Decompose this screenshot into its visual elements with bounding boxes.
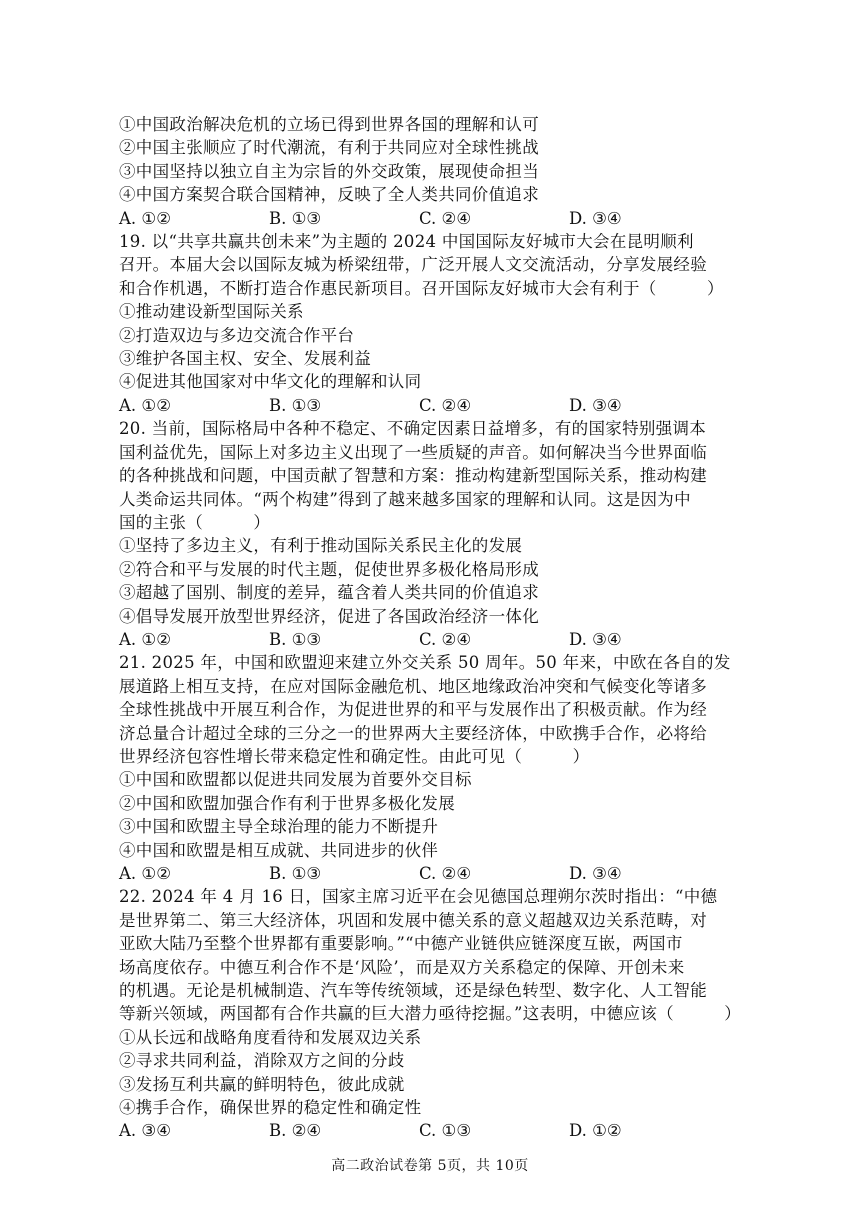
statement-item: ①坚持了多边主义，有利于推动国际关系民主化的发展 (119, 536, 523, 556)
statement-item: ②中国主张顺应了时代潮流，有利于共同应对全球性挑战 (119, 138, 539, 158)
question-stem-line: 和合作机遇，不断打造合作惠民新项目。召开国际友好城市大会有利于（ ） (119, 278, 724, 298)
page-footer: 高二政治试卷第 5页，共 10页 (331, 1158, 529, 1174)
option-c: C. ②④ (419, 395, 472, 415)
option-d: D. ③④ (569, 629, 622, 649)
statement-item: ④中国和欧盟是相互成就、共同进步的伙伴 (119, 840, 439, 860)
option-c: C. ②④ (419, 864, 472, 883)
statement-item: ①从长远和战略角度看待和发展双边关系 (119, 1027, 422, 1047)
question-stem-line: 场高度依存。中德互利合作不是‘风险’，而是双方关系稳定的保障、开创未来 (119, 957, 685, 977)
question-stem-line: 的机遇。无论是机械制造、汽车等传统领域，还是绿色转型、数字化、人工智能 (119, 981, 707, 1001)
statement-item: ④携手合作，确保世界的稳定性和确定性 (119, 1098, 422, 1118)
answer-options (119, 862, 756, 885)
option-c: C. ②④ (419, 208, 472, 228)
question-stem-line: 亚欧大陆乃至整个世界都有重要影响。”“中德产业链供应链深度互嵌，两国市 (119, 934, 683, 954)
statement-item: ②寻求共同利益，消除双方之间的分歧 (119, 1051, 405, 1071)
option-b: B. ②④ (269, 1121, 322, 1141)
statement-item: ①中国政治解决危机的立场已得到世界各国的理解和认可 (119, 115, 539, 134)
question-stem-line: 是世界第二、第三大经济体，巩固和发展中德关系的意义超越双边关系范畴，对 (119, 910, 707, 930)
statement-item: ②符合和平与发展的时代主题，促使世界多极化格局形成 (119, 559, 539, 579)
statement-item: ①推动建设新型国际关系 (119, 302, 304, 322)
answer-options (119, 1119, 756, 1142)
question-stem-line: 22. 2024 年 4 月 16 日，国家主席习近平在会见德国总理朔尔茨时指出：“中德 (119, 887, 718, 907)
answer-options (119, 207, 756, 230)
statement-item: ③超越了国别、制度的差异，蕴含着人类共同的价值追求 (119, 583, 539, 603)
option-b: B. ①③ (269, 864, 322, 883)
option-b: B. ①③ (269, 208, 322, 228)
question-stem-line: 的各种挑战和问题，中国贡献了智慧和方案：推动构建新型国际关系，推动构建 (119, 466, 707, 486)
statement-item: ③中国坚持以独立自主为宗旨的外交政策，展现使命担当 (119, 161, 539, 181)
statement-item: ④促进其他国家对中华文化的理解和认同 (119, 372, 422, 392)
option-d: D. ③④ (569, 208, 622, 228)
option-b: B. ①③ (269, 395, 322, 415)
option-a: A. ①② (119, 395, 171, 415)
question-stem-line: 19. 以“共享共赢共创未来”为主题的 2024 中国国际友好城市大会在昆明顺利 (119, 232, 694, 252)
statement-item: ②中国和欧盟加强合作有利于世界多极化发展 (119, 793, 455, 813)
statement-item: ④倡导发展开放型世界经济，促进了各国政治经济一体化 (119, 606, 539, 626)
question-stem-line: 国的主张（ ） (119, 512, 271, 532)
statement-item: ③维护各国主权、安全、发展利益 (119, 349, 371, 369)
answer-options (119, 394, 756, 417)
question-stem-line: 国利益优先，国际上对多边主义出现了一些质疑的声音。如何解决当今世界面临 (119, 442, 707, 462)
question-stem-line: 等新兴领域，两国都有合作共赢的巨大潜力亟待挖掘。”这表明，中德应该（ ） (119, 1004, 742, 1024)
question-22 (119, 885, 756, 1142)
question-stem-line: 全球性挑战中开展互利合作，为促进世界的和平与发展作出了积极贡献。作为经 (119, 700, 707, 720)
question-stem-line: 世界经济包容性增长带来稳定性和确定性。由此可见（ ） (119, 746, 590, 766)
answer-options (119, 628, 756, 651)
question-stem-line: 展道路上相互支持，在应对国际金融危机、地区地缘政治冲突和气候变化等诸多 (119, 676, 707, 696)
option-b: B. ①③ (269, 629, 322, 649)
question-stem-line: 20. 当前，国际格局中各种不稳定、不确定因素日益增多，有的国家特别强调本 (119, 419, 707, 439)
question-19 (119, 230, 756, 417)
option-c: C. ①③ (419, 1121, 472, 1141)
question-stem-line: 人类命运共同体。“两个构建”得到了越来越多国家的理解和认同。这是因为中 (119, 489, 691, 509)
option-d: D. ③④ (569, 395, 622, 415)
question-stem-line: 济总量合计超过全球的三分之一的世界两大主要经济体，中欧携手合作，必将给 (119, 723, 707, 743)
question-stem-line: 召开。本届大会以国际友城为桥梁纽带，广泛开展人文交流活动，分享发展经验 (119, 255, 707, 275)
question-21 (119, 651, 756, 885)
option-d: D. ③④ (569, 864, 622, 883)
option-d: D. ①② (569, 1121, 622, 1141)
option-a: A. ③④ (119, 1121, 171, 1141)
statement-item: ②打造双边与多边交流合作平台 (119, 325, 355, 345)
option-a: A. ①② (119, 629, 171, 649)
option-a: A. ①② (119, 208, 171, 228)
statement-item: ③中国和欧盟主导全球治理的能力不断提升 (119, 817, 439, 837)
statement-item: ①中国和欧盟都以促进共同发展为首要外交目标 (119, 770, 472, 790)
question-18-tail (119, 113, 756, 230)
statement-item: ④中国方案契合联合国精神，反映了全人类共同价值追求 (119, 185, 539, 205)
option-c: C. ②④ (419, 629, 472, 649)
question-stem-line: 21. 2025 年，中国和欧盟迎来建立外交关系 50 周年。50 年来，中欧在各自的发 (119, 653, 731, 673)
question-20 (119, 417, 756, 651)
option-a: A. ①② (119, 864, 171, 883)
statement-item: ③发扬互利共赢的鲜明特色，彼此成就 (119, 1074, 405, 1094)
